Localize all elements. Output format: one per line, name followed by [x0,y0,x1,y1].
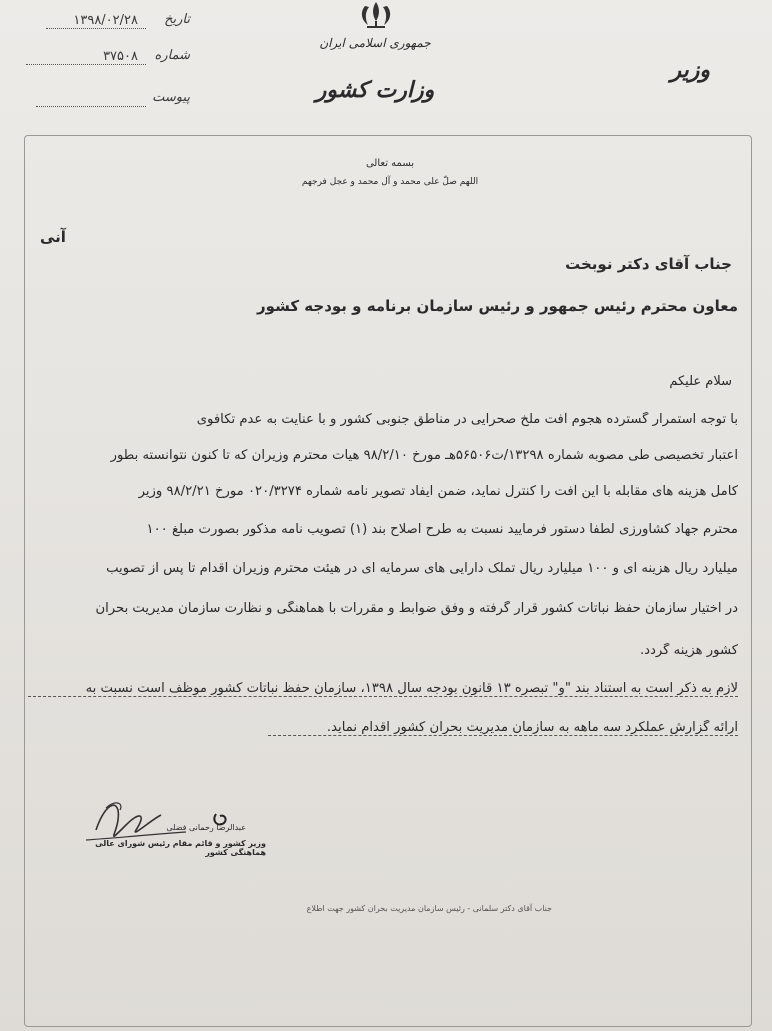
note-line: ارائه گزارش عملکرد سه ماهه به سازمان مدیریت بحران کشور اقدام نماید. [268,720,738,736]
body-line: با توجه استمرار گسترده هجوم آفت ملخ صحرایی در مناطق جنوبی کشور و با عنایت به عدم تکافوی [196,412,738,427]
number-label: شماره [154,48,190,63]
date-dots [46,28,146,29]
attachment-dots [36,106,146,107]
attachment-row [20,90,190,110]
ministry-title: وزارت کشور [315,78,435,103]
recipient-title: معاون محترم رئیس جمهور و رئیس سازمان برنامه و بودجه کشور [257,297,738,315]
urgency-label: آنی [40,228,66,246]
body-line: محترم جهاد کشاورزی لطفاً دستور فرمایید نسبت به طرح اصلاح بند (۱) تصویب نامه مذکور بصورت مبلغ ۱۰۰ [146,522,738,537]
number-value: ۳۷۵۰۸ [103,49,138,64]
date-label: تاریخ [164,12,190,27]
note-line: لازم به ذکر است به استناد بند "و" تبصره ۱۳ قانون بودجه سال ۱۳۹۸، سازمان حفظ نباتات کشور موظف است نسبت به [28,681,738,697]
copy-note: جناب آقای دکتر سلمانی - رئیس سازمان مدیریت بحران کشور جهت اطلاع [306,904,552,913]
body-line: کشور هزینه گردد. [639,643,738,658]
body-line: میلیارد ریال هزینه ای و ۱۰۰ میلیارد ریال تملک دارایی های سرمایه ای در هیئت محترم وزیران اقدام تا پس از تصویب [106,561,738,576]
greeting: سلام علیکم [669,374,732,389]
body-line: اعتبار تخصیصی طی مصوبه شماره ۱۳۲۹۸/ت۵۶۵۰۶هـ مورخ ۹۸/۲/۱۰ هیات محترم وزیران که تا کنون نتوانسته بطور [110,448,738,463]
republic-title: جمهوری اسلامی ایران [319,36,431,50]
date-row [20,12,190,32]
body-line: در اختیار سازمان حفظ نباتات کشور قرار گرفته و وفق ضوابط و مقررات با هماهنگی و نظارت سازمان مدیریت بحران [95,601,738,616]
basmala: بسمه تعالی [365,158,415,169]
recipient-name: جناب آقای دکتر نوبخت [565,255,732,273]
number-dots [26,64,146,65]
date-value: ۱۳۹۸/۰۲/۲۸ [73,13,138,28]
iran-emblem-icon [351,0,401,30]
signatory-name: عبدالرضا رحمانی فضلی [166,823,246,832]
minister-title: وزیر [670,58,710,83]
attachment-label: پیوست [152,90,190,105]
salawat: اللهم صلّ علی محمد و آل محمد و عجل فرجهم [301,177,479,187]
number-row [20,48,190,68]
signatory-title: وزیر کشور و قائم مقام رئیس شورای عالی هماهنگی کشور [95,839,266,857]
body-line: کامل هزینه های مقابله با این آفت را کنترل نماید، ضمن ایفاد تصویر نامه شماره ۰۲۰/۳۲۷۴ مورخ ۹۸/۲/۲۱ وزیر [138,484,738,499]
